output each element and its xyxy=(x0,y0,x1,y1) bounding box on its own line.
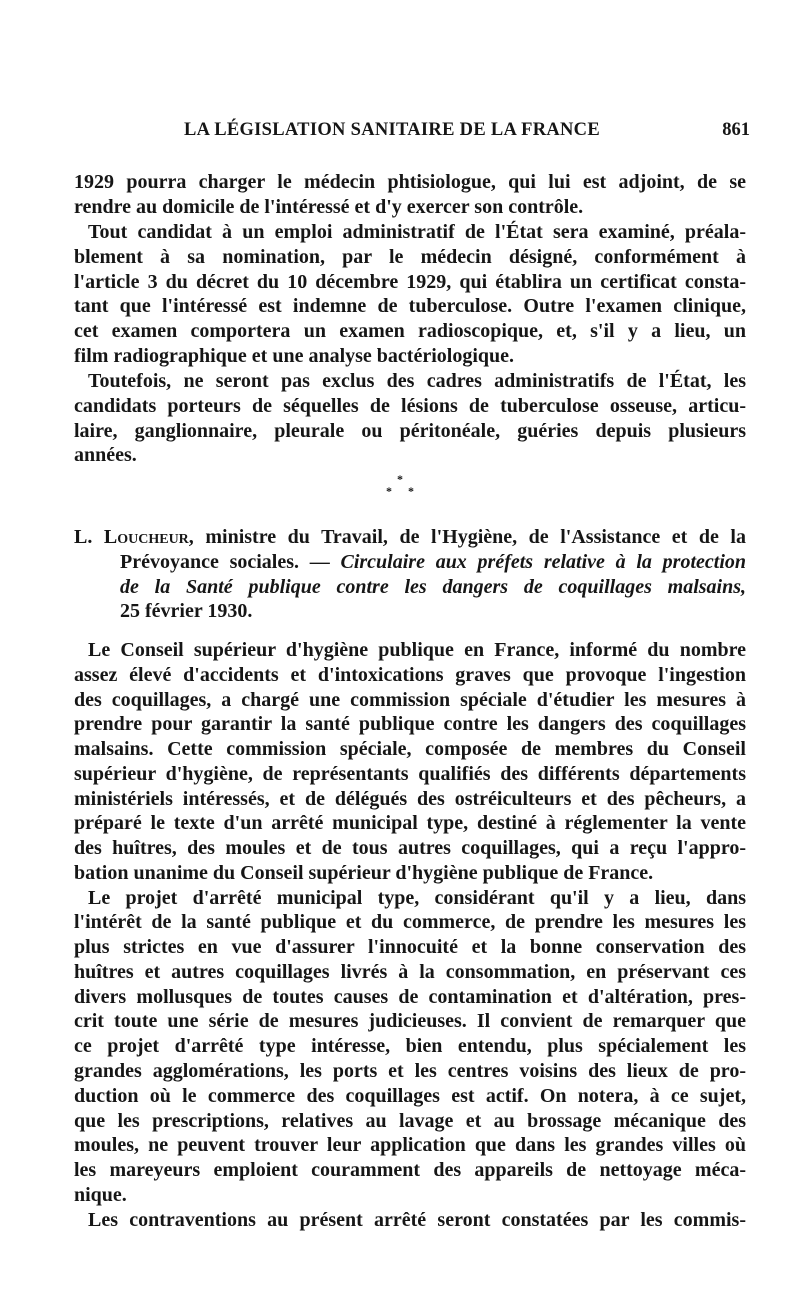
text-line: Les contraventions au présent arrêté seront constatées par les commis- xyxy=(88,1209,746,1231)
text-line: candidats porteurs de séquelles de lésions de tuberculose osseuse, articu- xyxy=(74,395,746,417)
text-line: cet examen comportera un examen radioscopique, et, s'il y a lieu, un xyxy=(74,320,746,342)
text-line: laire, ganglionnaire, pleurale ou péritonéale, guéries depuis plusieurs xyxy=(74,420,746,442)
page-number: 861 xyxy=(722,120,750,140)
text-line: des coquillages, a chargé une commission spéciale d'étudier les mesures à xyxy=(74,689,746,711)
star-glyph: * xyxy=(408,484,414,498)
text-line: l'intérêt de la santé publique et du commerce, de prendre les mesures les xyxy=(74,911,746,933)
text-line: ce projet d'arrêté type intéresse, bien entendu, plus spécialement les xyxy=(74,1035,746,1057)
circular-date: 25 février 1930. xyxy=(120,600,253,622)
star-glyph: * xyxy=(386,484,392,498)
author-name: L. Loucheur xyxy=(74,526,189,548)
text-line: nique. xyxy=(74,1184,127,1206)
star-glyph: * xyxy=(397,472,403,486)
text-line: bation unanime du Conseil supérieur d'hygiène publique de France. xyxy=(74,862,654,884)
circular-heading-line: L. Loucheur, ministre du Travail, de l'Hygiène, de l'Assistance et de la xyxy=(74,526,746,548)
text-line: l'article 3 du décret du 10 décembre 1929, qui établira un certificat consta- xyxy=(74,271,746,293)
text-line: Le projet d'arrêté municipal type, considérant qu'il y a lieu, dans xyxy=(88,887,746,909)
text-line: années. xyxy=(74,444,137,466)
text-line: crit toute une série de mesures judicieuses. Il convient de remarquer que xyxy=(74,1010,746,1032)
circular-title-line: de la Santé publique contre les dangers de coquillages malsains, xyxy=(120,576,746,598)
text-line: 1929 pourra charger le médecin phtisiologue, qui lui est adjoint, de se xyxy=(74,171,746,193)
text-line: des huîtres, des moules et de tous autres coquillages, qui a reçu l'appro- xyxy=(74,837,746,859)
circular-title: Circulaire aux préfets relative à la protection xyxy=(340,551,747,573)
text-line: plus strictes en vue d'assurer l'innocuité et la bonne conservation des xyxy=(74,936,746,958)
text-line: rendre au domicile de l'intéressé et d'y exercer son contrôle. xyxy=(74,196,584,218)
text-line: assez élevé d'accidents et d'intoxications graves que provoque l'ingestion xyxy=(74,664,746,686)
text-line: film radiographique et une analyse bactériologique. xyxy=(74,345,514,367)
text-line: divers mollusques de toutes causes de contamination et d'altération, pres- xyxy=(74,986,746,1008)
text-line: ministériels intéressés, et de délégués des ostréiculteurs et des pêcheurs, a xyxy=(74,788,746,810)
text-line: duction où le commerce des coquillages est actif. On notera, à ce sujet, xyxy=(74,1085,746,1107)
text-line: huîtres et autres coquillages livrés à la consommation, en préservant ces xyxy=(74,961,746,983)
section-separator-asterism xyxy=(382,472,422,502)
text-line: tant que l'intéressé est indemne de tuberculose. Outre l'examen clinique, xyxy=(74,295,746,317)
text-line: préparé le texte d'un arrêté municipal type, destiné à réglementer la vente xyxy=(74,812,746,834)
circular-heading-line: Prévoyance sociales. — Circulaire aux préfets relative à la protection xyxy=(120,551,747,573)
text-line: malsains. Cette commission spéciale, composée de membres du Conseil xyxy=(74,738,746,760)
text-line: Tout candidat à un emploi administratif de l'État sera examiné, préala- xyxy=(88,221,746,243)
running-title: LA LÉGISLATION SANITAIRE DE LA FRANCE xyxy=(184,120,600,140)
running-header xyxy=(74,118,754,148)
text-line: Le Conseil supérieur d'hygiène publique en France, informé du nombre xyxy=(88,639,746,661)
text-line: moules, ne peuvent trouver leur application que dans les grandes villes où xyxy=(74,1134,746,1156)
text-line: grandes agglomérations, les ports et les centres voisins des lieux de pro- xyxy=(74,1060,746,1082)
text-line: Toutefois, ne seront pas exclus des cadres administratifs de l'État, les xyxy=(88,370,746,392)
text-line: blement à sa nomination, par le médecin désigné, conformément à xyxy=(74,246,746,268)
text-line: les mareyeurs emploient couramment des appareils de nettoyage méca- xyxy=(74,1159,746,1181)
text-line: prendre pour garantir la santé publique contre les dangers des coquillages xyxy=(74,713,746,735)
text-line: que les prescriptions, relatives au lavage et au brossage mécanique des xyxy=(74,1110,746,1132)
text-line: supérieur d'hygiène, de représentants qualifiés des différents départements xyxy=(74,763,746,785)
